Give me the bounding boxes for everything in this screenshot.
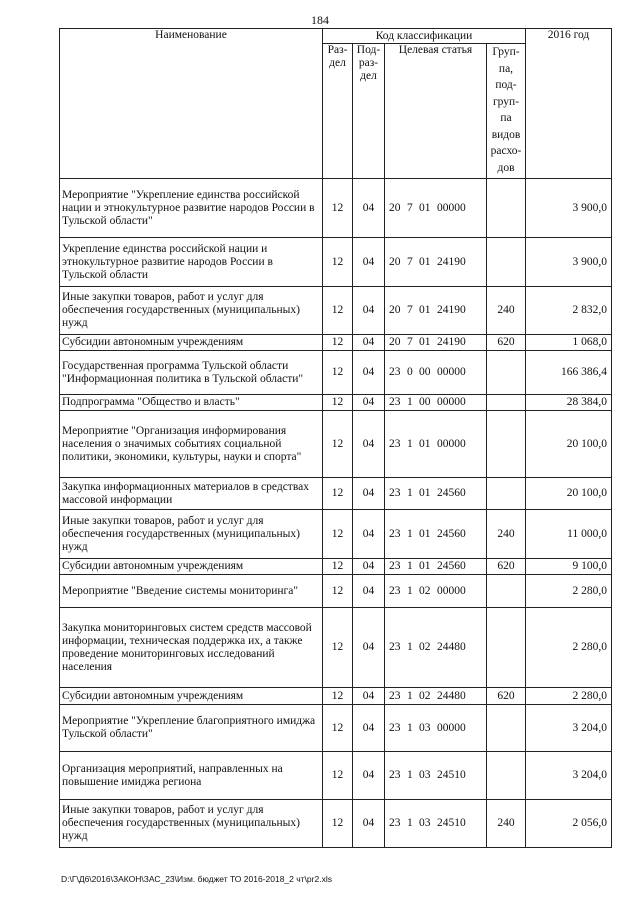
row-value: 2 280,0 [526,575,612,608]
row-razdel: 12 [323,688,353,705]
target-part: 23 [389,487,401,499]
row-target [385,800,487,848]
row-podrazdel: 04 [353,395,385,411]
row-group [487,608,526,688]
row-target [385,287,487,335]
target-part: 23 [389,527,401,540]
row-razdel: 12 [323,510,353,559]
row-target [385,478,487,510]
row-name: Иные закупки товаров, работ и услуг для обеспечения государственных (муниципальных) нужд [60,287,323,335]
target-part: 20 [389,336,401,348]
target-part: 00000 [437,584,466,597]
row-razdel: 12 [323,287,353,335]
row-target [385,608,487,688]
row-name: Государственная программа Тульской области "Информационная политика в Тульской области" [60,351,323,395]
row-name: Иные закупки товаров, работ и услуг для обеспечения государственных (муниципальных) нужд [60,510,323,559]
row-name: Организация мероприятий, направленных на повышение имиджа региона [60,752,323,800]
table-row [60,510,612,559]
table-row [60,395,612,411]
target-part: 00000 [437,201,466,214]
row-value: 3 204,0 [526,705,612,752]
target-part: 1 [407,769,413,781]
row-razdel: 12 [323,608,353,688]
row-group: 240 [487,510,526,559]
row-group [487,478,526,510]
target-part: 01 [419,304,431,316]
target-part: 01 [419,255,431,268]
target-part: 00 [419,396,431,408]
target-part: 01 [419,487,431,499]
row-target [385,395,487,411]
target-part: 24190 [437,336,466,348]
row-podrazdel: 04 [353,351,385,395]
row-name: Мероприятие "Укрепление единства российской нации и этнокультурное развитие народов России в Тульской области" [60,179,323,238]
target-part: 7 [407,255,413,268]
row-podrazdel: 04 [353,510,385,559]
table-row [60,705,612,752]
table-row [60,478,612,510]
row-razdel: 12 [323,478,353,510]
header-group: Груп- па, под- груп- па видов расхо- дов [487,44,526,179]
row-razdel: 12 [323,395,353,411]
row-group [487,575,526,608]
row-group [487,705,526,752]
row-group: 620 [487,688,526,705]
target-part: 1 [407,560,413,572]
row-group [487,351,526,395]
row-group: 620 [487,559,526,575]
row-value: 20 100,0 [526,478,612,510]
table-row [60,335,612,351]
target-part: 24560 [437,487,466,499]
target-part: 24480 [437,641,466,653]
row-target [385,559,487,575]
row-razdel: 12 [323,800,353,848]
target-part: 20 [389,201,401,214]
target-part: 23 [389,689,401,702]
row-razdel: 12 [323,575,353,608]
row-value: 3 900,0 [526,238,612,287]
row-podrazdel: 04 [353,335,385,351]
target-part: 01 [419,201,431,214]
target-part: 7 [407,201,413,214]
row-name: Субсидии автономным учреждениям [60,335,323,351]
target-part: 03 [419,721,431,734]
target-part: 02 [419,584,431,597]
table-row [60,351,612,395]
target-part: 1 [407,584,413,597]
row-podrazdel: 04 [353,575,385,608]
target-part: 01 [419,437,431,450]
target-part: 1 [407,527,413,540]
table-row [60,575,612,608]
table-row [60,752,612,800]
row-razdel: 12 [323,559,353,575]
budget-table [59,28,612,848]
row-podrazdel: 04 [353,608,385,688]
target-part: 23 [389,769,401,781]
row-razdel: 12 [323,411,353,478]
row-value: 11 000,0 [526,510,612,559]
file-path-footer: D:\Г\Д6\2016\ЗАКОН\ЗАС_23\Изм. бюджет ТО 2016-2018_2 чт\pr2.xls [61,874,332,884]
row-podrazdel: 04 [353,411,385,478]
row-razdel: 12 [323,752,353,800]
row-group [487,411,526,478]
row-value: 3 204,0 [526,752,612,800]
page-number: 184 [311,13,329,27]
header-name: Наименование [60,29,323,179]
row-value: 28 384,0 [526,395,612,411]
row-group [487,179,526,238]
target-part: 1 [407,487,413,499]
row-target [385,688,487,705]
row-podrazdel: 04 [353,705,385,752]
target-part: 1 [407,641,413,653]
row-target [385,179,487,238]
row-target [385,351,487,395]
table-row [60,608,612,688]
row-name: Субсидии автономным учреждениям [60,688,323,705]
row-podrazdel: 04 [353,478,385,510]
row-podrazdel: 04 [353,559,385,575]
row-target [385,752,487,800]
target-part: 1 [407,396,413,408]
target-part: 00 [419,366,431,378]
target-part: 23 [389,560,401,572]
row-podrazdel: 04 [353,179,385,238]
target-part: 7 [407,304,413,316]
row-group [487,395,526,411]
row-value: 3 900,0 [526,179,612,238]
row-value: 1 068,0 [526,335,612,351]
header-podrazdel: Под- раз- дел [353,44,385,179]
row-target [385,575,487,608]
target-part: 03 [419,769,431,781]
target-part: 02 [419,641,431,653]
row-group: 240 [487,800,526,848]
row-name: Мероприятие "Укрепление благоприятного имиджа Тульской области" [60,705,323,752]
target-part: 23 [389,817,401,829]
target-part: 23 [389,437,401,450]
row-target [385,510,487,559]
target-part: 23 [389,396,401,408]
target-part: 00000 [437,396,466,408]
target-part: 7 [407,336,413,348]
row-target [385,238,487,287]
target-part: 01 [419,560,431,572]
header-target: Целевая статья [385,44,487,179]
row-group [487,752,526,800]
row-name: Подпрограмма "Общество и власть" [60,395,323,411]
row-name: Субсидии автономным учреждениям [60,559,323,575]
target-part: 24510 [437,769,466,781]
table-row [60,411,612,478]
target-part: 03 [419,817,431,829]
row-podrazdel: 04 [353,688,385,705]
row-name: Укрепление единства российской нации и этнокультурное развитие народов России в Тульской области [60,238,323,287]
row-podrazdel: 04 [353,287,385,335]
target-part: 1 [407,689,413,702]
header-code: Код классификации [323,29,526,44]
row-value: 2 056,0 [526,800,612,848]
target-part: 1 [407,721,413,734]
target-part: 00000 [437,437,466,450]
target-part: 24560 [437,527,466,540]
row-value: 2 280,0 [526,688,612,705]
target-part: 01 [419,527,431,540]
header-razdel: Раз- дел [323,44,353,179]
target-part: 02 [419,689,431,702]
target-part: 0 [407,366,413,378]
target-part: 20 [389,255,401,268]
row-target [385,411,487,478]
row-podrazdel: 04 [353,800,385,848]
row-name: Иные закупки товаров, работ и услуг для обеспечения государственных (муниципальных) нужд [60,800,323,848]
row-target [385,335,487,351]
target-part: 01 [419,336,431,348]
target-part: 24480 [437,689,466,702]
row-name: Мероприятие "Организация информирования населения о значимых событиях социальной политики, экономики, культуры, науки и спорта" [60,411,323,478]
row-group: 240 [487,287,526,335]
target-part: 24190 [437,255,466,268]
table-row [60,800,612,848]
header-year: 2016 год [526,29,612,179]
row-value: 20 100,0 [526,411,612,478]
row-name: Мероприятие "Введение системы мониторинга" [60,575,323,608]
row-razdel: 12 [323,238,353,287]
row-name: Закупка информационных материалов в средствах массовой информации [60,478,323,510]
row-group: 620 [487,335,526,351]
target-part: 24510 [437,817,466,829]
row-group [487,238,526,287]
target-part: 23 [389,584,401,597]
row-razdel: 12 [323,335,353,351]
row-value: 2 280,0 [526,608,612,688]
row-razdel: 12 [323,351,353,395]
row-value: 9 100,0 [526,559,612,575]
target-part: 23 [389,641,401,653]
table-row [60,238,612,287]
target-part: 24560 [437,560,466,572]
row-podrazdel: 04 [353,752,385,800]
table-body [60,179,612,848]
row-razdel: 12 [323,179,353,238]
target-part: 24190 [437,304,466,316]
table-row [60,179,612,238]
row-value: 2 832,0 [526,287,612,335]
row-value: 166 386,4 [526,351,612,395]
target-part: 00000 [437,721,466,734]
table-row [60,688,612,705]
row-name: Закупка мониторинговых систем средств массовой информации, техническая поддержка их, а также проведение мониторинговых исследований населения [60,608,323,688]
row-target [385,705,487,752]
target-part: 23 [389,721,401,734]
target-part: 20 [389,304,401,316]
table-row [60,287,612,335]
target-part: 00000 [437,366,466,378]
row-podrazdel: 04 [353,238,385,287]
table-row [60,559,612,575]
target-part: 1 [407,817,413,829]
target-part: 23 [389,366,401,378]
target-part: 1 [407,437,413,450]
row-razdel: 12 [323,705,353,752]
